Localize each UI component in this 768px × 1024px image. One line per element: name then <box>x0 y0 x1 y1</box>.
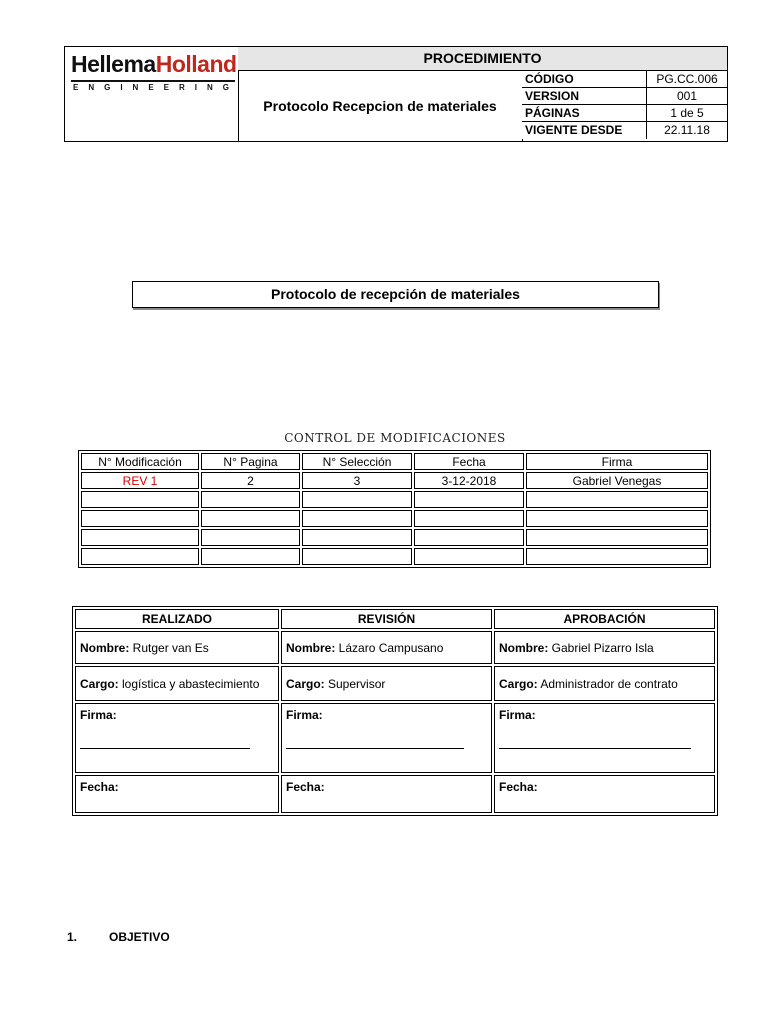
logo-subtitle: ENGINEERING <box>73 83 240 92</box>
table-cell <box>201 491 300 508</box>
section-number: 1. <box>67 930 78 944</box>
column-header: REALIZADO <box>75 609 279 629</box>
name-cell <box>75 631 279 664</box>
role-label: Cargo: <box>286 676 325 691</box>
signature-cell <box>281 703 492 773</box>
table-cell <box>526 548 708 565</box>
date-cell <box>75 775 279 813</box>
name-label: Nombre: <box>499 640 549 655</box>
approval-table <box>72 606 718 816</box>
document-header <box>64 46 728 142</box>
role-label: Cargo: <box>499 676 538 691</box>
name-label: Nombre: <box>80 640 130 655</box>
logo-part2: Holland <box>155 51 237 77</box>
table-header-row <box>81 453 708 470</box>
table-cell <box>201 529 300 546</box>
meta-row <box>522 71 727 88</box>
table-cell <box>201 548 300 565</box>
table-row <box>81 548 708 565</box>
name-cell <box>494 631 715 664</box>
name-value: Lázaro Campusano <box>335 640 444 655</box>
signature-line <box>499 748 691 749</box>
meta-key: VERSION <box>522 88 647 104</box>
table-row <box>81 510 708 527</box>
logo-part1: Hellema <box>71 51 156 77</box>
table-cell <box>81 491 199 508</box>
logo-cell <box>65 47 239 141</box>
date-label: Fecha: <box>499 780 538 794</box>
table-cell <box>526 510 708 527</box>
company-logo <box>71 51 237 78</box>
table-cell <box>414 529 524 546</box>
table-row <box>81 529 708 546</box>
meta-value: 001 <box>676 89 698 103</box>
column-header: Fecha <box>414 453 524 470</box>
section-heading: OBJETIVO <box>109 930 170 944</box>
role-value: Supervisor <box>324 676 386 691</box>
table-cell <box>526 529 708 546</box>
table-cell: REV 1 <box>81 472 199 489</box>
role-value: logística y abastecimiento <box>118 676 260 691</box>
column-header: N° Selección <box>302 453 412 470</box>
signature-cell <box>494 703 715 773</box>
role-label: Cargo: <box>80 676 119 691</box>
document-meta <box>522 71 727 139</box>
role-value: Administrador de contrato <box>537 676 678 691</box>
meta-value: 1 de 5 <box>670 106 704 120</box>
meta-row <box>522 88 727 105</box>
table-cell <box>414 510 524 527</box>
signature-label: Firma: <box>80 708 117 722</box>
table-cell <box>302 548 412 565</box>
date-cell <box>281 775 492 813</box>
table-cell <box>302 510 412 527</box>
meta-row <box>522 122 727 139</box>
signature-label: Firma: <box>286 708 323 722</box>
table-cell: 3-12-2018 <box>414 472 524 489</box>
name-label: Nombre: <box>286 640 336 655</box>
column-header: N° Pagina <box>201 453 300 470</box>
table-cell <box>414 491 524 508</box>
signature-line <box>286 748 464 749</box>
logo-underline <box>71 80 235 82</box>
control-title: CONTROL DE MODIFICACIONES <box>284 431 506 445</box>
meta-row <box>522 105 727 122</box>
table-cell: 3 <box>302 472 412 489</box>
column-header: N° Modificación <box>81 453 199 470</box>
meta-key: PÁGINAS <box>522 105 647 121</box>
document-title: Protocolo Recepcion de materiales <box>238 71 523 141</box>
section-title: PROCEDIMIENTO <box>238 47 727 71</box>
table-cell <box>302 491 412 508</box>
table-cell <box>81 510 199 527</box>
name-row <box>75 631 715 664</box>
table-cell <box>526 491 708 508</box>
meta-key: VIGENTE DESDE <box>522 122 647 139</box>
table-cell <box>81 529 199 546</box>
table-cell <box>81 548 199 565</box>
role-cell <box>75 666 279 701</box>
modifications-table <box>78 450 711 568</box>
column-header: Firma <box>526 453 708 470</box>
date-cell <box>494 775 715 813</box>
table-row <box>81 491 708 508</box>
date-label: Fecha: <box>286 780 325 794</box>
name-value: Rutger van Es <box>129 640 209 655</box>
signature-label: Firma: <box>499 708 536 722</box>
date-row <box>75 775 715 813</box>
table-cell <box>302 529 412 546</box>
meta-value: PG.CC.006 <box>656 72 718 86</box>
table-row <box>81 472 708 489</box>
meta-key: CÓDIGO <box>522 71 647 87</box>
role-cell <box>281 666 492 701</box>
signature-line <box>80 748 250 749</box>
role-row <box>75 666 715 701</box>
table-cell <box>414 548 524 565</box>
table-cell: Gabriel Venegas <box>526 472 708 489</box>
column-header: REVISIÓN <box>281 609 492 629</box>
approval-header-row <box>75 609 715 629</box>
signature-row <box>75 703 715 773</box>
name-cell <box>281 631 492 664</box>
table-cell <box>201 510 300 527</box>
name-value: Gabriel Pizarro Isla <box>548 640 654 655</box>
column-header: APROBACIÓN <box>494 609 715 629</box>
signature-cell <box>75 703 279 773</box>
meta-value: 22.11.18 <box>664 123 710 137</box>
table-cell: 2 <box>201 472 300 489</box>
role-cell <box>494 666 715 701</box>
date-label: Fecha: <box>80 780 119 794</box>
protocol-title-box: Protocolo de recepción de materiales <box>132 281 659 308</box>
